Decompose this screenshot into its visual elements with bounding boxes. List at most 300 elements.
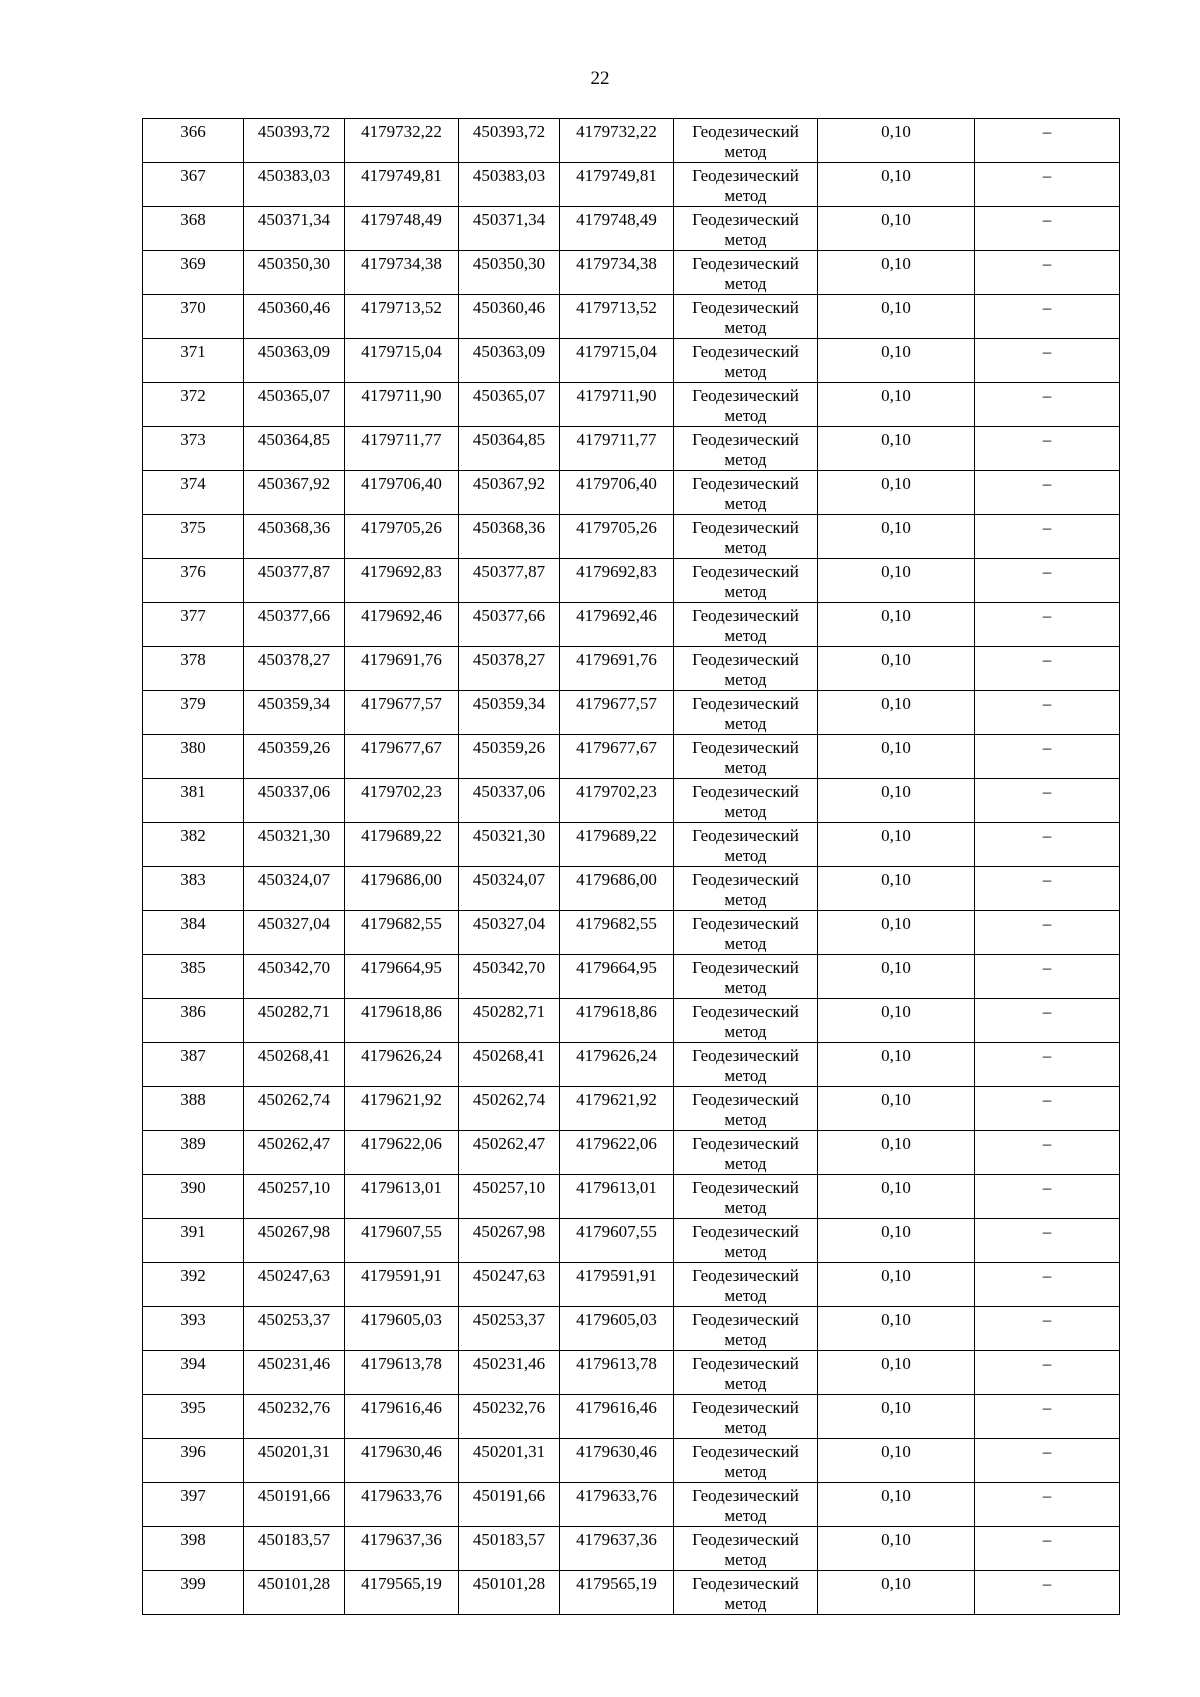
y-new-cell: 4179677,57 <box>560 691 674 735</box>
method-cell: Геодезический метод <box>674 779 818 823</box>
x-existing-cell: 450321,30 <box>244 823 345 867</box>
y-existing-cell: 4179706,40 <box>345 471 459 515</box>
point-number-cell: 381 <box>143 779 244 823</box>
point-number-cell: 399 <box>143 1571 244 1615</box>
x-new-cell: 450363,09 <box>459 339 560 383</box>
point-number-cell: 372 <box>143 383 244 427</box>
point-number-cell: 377 <box>143 603 244 647</box>
x-existing-cell: 450359,26 <box>244 735 345 779</box>
method-cell: Геодезический метод <box>674 471 818 515</box>
note-cell: – <box>975 735 1120 779</box>
y-new-cell: 4179633,76 <box>560 1483 674 1527</box>
x-new-cell: 450231,46 <box>459 1351 560 1395</box>
y-existing-cell: 4179686,00 <box>345 867 459 911</box>
table-row <box>143 911 1120 955</box>
note-cell: – <box>975 867 1120 911</box>
y-new-cell: 4179711,77 <box>560 427 674 471</box>
note-cell: – <box>975 1395 1120 1439</box>
table-row <box>143 735 1120 779</box>
x-existing-cell: 450257,10 <box>244 1175 345 1219</box>
accuracy-cell: 0,10 <box>818 1175 975 1219</box>
point-number-cell: 378 <box>143 647 244 691</box>
x-existing-cell: 450253,37 <box>244 1307 345 1351</box>
method-cell: Геодезический метод <box>674 823 818 867</box>
x-new-cell: 450191,66 <box>459 1483 560 1527</box>
method-cell: Геодезический метод <box>674 383 818 427</box>
x-new-cell: 450378,27 <box>459 647 560 691</box>
y-existing-cell: 4179622,06 <box>345 1131 459 1175</box>
point-number-cell: 368 <box>143 207 244 251</box>
point-number-cell: 376 <box>143 559 244 603</box>
method-cell: Геодезический метод <box>674 559 818 603</box>
table-row <box>143 1307 1120 1351</box>
method-cell: Геодезический метод <box>674 867 818 911</box>
point-number-cell: 375 <box>143 515 244 559</box>
accuracy-cell: 0,10 <box>818 867 975 911</box>
y-new-cell: 4179637,36 <box>560 1527 674 1571</box>
point-number-cell: 380 <box>143 735 244 779</box>
method-cell: Геодезический метод <box>674 339 818 383</box>
x-new-cell: 450247,63 <box>459 1263 560 1307</box>
x-existing-cell: 450393,72 <box>244 119 345 163</box>
note-cell: – <box>975 207 1120 251</box>
table-row <box>143 339 1120 383</box>
accuracy-cell: 0,10 <box>818 823 975 867</box>
method-cell: Геодезический метод <box>674 207 818 251</box>
accuracy-cell: 0,10 <box>818 955 975 999</box>
note-cell: – <box>975 955 1120 999</box>
table-row <box>143 251 1120 295</box>
y-new-cell: 4179622,06 <box>560 1131 674 1175</box>
y-new-cell: 4179607,55 <box>560 1219 674 1263</box>
x-new-cell: 450342,70 <box>459 955 560 999</box>
x-new-cell: 450377,87 <box>459 559 560 603</box>
table-row <box>143 1219 1120 1263</box>
y-existing-cell: 4179749,81 <box>345 163 459 207</box>
x-new-cell: 450262,47 <box>459 1131 560 1175</box>
x-existing-cell: 450365,07 <box>244 383 345 427</box>
x-existing-cell: 450360,46 <box>244 295 345 339</box>
coordinates-table-body <box>143 119 1120 1615</box>
accuracy-cell: 0,10 <box>818 1043 975 1087</box>
point-number-cell: 385 <box>143 955 244 999</box>
accuracy-cell: 0,10 <box>818 1351 975 1395</box>
note-cell: – <box>975 1483 1120 1527</box>
table-row <box>143 1087 1120 1131</box>
accuracy-cell: 0,10 <box>818 559 975 603</box>
page-number: 22 <box>590 68 610 89</box>
table-row <box>143 1131 1120 1175</box>
point-number-cell: 384 <box>143 911 244 955</box>
note-cell: – <box>975 1219 1120 1263</box>
table-row <box>143 1527 1120 1571</box>
point-number-cell: 391 <box>143 1219 244 1263</box>
y-new-cell: 4179677,67 <box>560 735 674 779</box>
accuracy-cell: 0,10 <box>818 1087 975 1131</box>
table-row <box>143 383 1120 427</box>
y-new-cell: 4179626,24 <box>560 1043 674 1087</box>
x-existing-cell: 450327,04 <box>244 911 345 955</box>
point-number-cell: 374 <box>143 471 244 515</box>
point-number-cell: 369 <box>143 251 244 295</box>
y-new-cell: 4179618,86 <box>560 999 674 1043</box>
x-new-cell: 450360,46 <box>459 295 560 339</box>
point-number-cell: 387 <box>143 1043 244 1087</box>
accuracy-cell: 0,10 <box>818 163 975 207</box>
y-existing-cell: 4179616,46 <box>345 1395 459 1439</box>
x-new-cell: 450201,31 <box>459 1439 560 1483</box>
x-existing-cell: 450231,46 <box>244 1351 345 1395</box>
x-existing-cell: 450183,57 <box>244 1527 345 1571</box>
table-row <box>143 1043 1120 1087</box>
x-existing-cell: 450262,74 <box>244 1087 345 1131</box>
table-row <box>143 1395 1120 1439</box>
y-new-cell: 4179682,55 <box>560 911 674 955</box>
table-row <box>143 1483 1120 1527</box>
point-number-cell: 392 <box>143 1263 244 1307</box>
y-new-cell: 4179691,76 <box>560 647 674 691</box>
note-cell: – <box>975 251 1120 295</box>
y-new-cell: 4179605,03 <box>560 1307 674 1351</box>
y-new-cell: 4179692,83 <box>560 559 674 603</box>
y-existing-cell: 4179734,38 <box>345 251 459 295</box>
table-row <box>143 559 1120 603</box>
table-row <box>143 427 1120 471</box>
accuracy-cell: 0,10 <box>818 1263 975 1307</box>
accuracy-cell: 0,10 <box>818 1527 975 1571</box>
y-existing-cell: 4179591,91 <box>345 1263 459 1307</box>
x-existing-cell: 450337,06 <box>244 779 345 823</box>
method-cell: Геодезический метод <box>674 955 818 999</box>
x-existing-cell: 450377,87 <box>244 559 345 603</box>
method-cell: Геодезический метод <box>674 1395 818 1439</box>
point-number-cell: 388 <box>143 1087 244 1131</box>
x-existing-cell: 450282,71 <box>244 999 345 1043</box>
y-new-cell: 4179705,26 <box>560 515 674 559</box>
point-number-cell: 386 <box>143 999 244 1043</box>
x-new-cell: 450321,30 <box>459 823 560 867</box>
y-existing-cell: 4179613,78 <box>345 1351 459 1395</box>
accuracy-cell: 0,10 <box>818 471 975 515</box>
method-cell: Геодезический метод <box>674 251 818 295</box>
method-cell: Геодезический метод <box>674 1219 818 1263</box>
y-existing-cell: 4179711,90 <box>345 383 459 427</box>
x-new-cell: 450359,26 <box>459 735 560 779</box>
y-existing-cell: 4179705,26 <box>345 515 459 559</box>
x-existing-cell: 450367,92 <box>244 471 345 515</box>
point-number-cell: 379 <box>143 691 244 735</box>
method-cell: Геодезический метод <box>674 119 818 163</box>
y-existing-cell: 4179713,52 <box>345 295 459 339</box>
x-new-cell: 450232,76 <box>459 1395 560 1439</box>
accuracy-cell: 0,10 <box>818 1307 975 1351</box>
note-cell: – <box>975 779 1120 823</box>
x-new-cell: 450324,07 <box>459 867 560 911</box>
table-row <box>143 779 1120 823</box>
y-new-cell: 4179711,90 <box>560 383 674 427</box>
accuracy-cell: 0,10 <box>818 339 975 383</box>
y-new-cell: 4179621,92 <box>560 1087 674 1131</box>
y-new-cell: 4179732,22 <box>560 119 674 163</box>
y-existing-cell: 4179565,19 <box>345 1571 459 1615</box>
point-number-cell: 396 <box>143 1439 244 1483</box>
x-existing-cell: 450191,66 <box>244 1483 345 1527</box>
y-existing-cell: 4179677,67 <box>345 735 459 779</box>
method-cell: Геодезический метод <box>674 1307 818 1351</box>
note-cell: – <box>975 515 1120 559</box>
note-cell: – <box>975 427 1120 471</box>
y-new-cell: 4179689,22 <box>560 823 674 867</box>
note-cell: – <box>975 823 1120 867</box>
accuracy-cell: 0,10 <box>818 207 975 251</box>
y-new-cell: 4179591,91 <box>560 1263 674 1307</box>
y-existing-cell: 4179677,57 <box>345 691 459 735</box>
accuracy-cell: 0,10 <box>818 427 975 471</box>
accuracy-cell: 0,10 <box>818 295 975 339</box>
x-new-cell: 450253,37 <box>459 1307 560 1351</box>
table-row <box>143 471 1120 515</box>
accuracy-cell: 0,10 <box>818 1571 975 1615</box>
method-cell: Геодезический метод <box>674 1175 818 1219</box>
method-cell: Геодезический метод <box>674 1043 818 1087</box>
table-row <box>143 823 1120 867</box>
accuracy-cell: 0,10 <box>818 119 975 163</box>
x-existing-cell: 450262,47 <box>244 1131 345 1175</box>
note-cell: – <box>975 1131 1120 1175</box>
method-cell: Геодезический метод <box>674 427 818 471</box>
y-new-cell: 4179715,04 <box>560 339 674 383</box>
point-number-cell: 366 <box>143 119 244 163</box>
x-existing-cell: 450364,85 <box>244 427 345 471</box>
note-cell: – <box>975 119 1120 163</box>
y-existing-cell: 4179618,86 <box>345 999 459 1043</box>
method-cell: Геодезический метод <box>674 1087 818 1131</box>
note-cell: – <box>975 559 1120 603</box>
x-new-cell: 450268,41 <box>459 1043 560 1087</box>
x-existing-cell: 450383,03 <box>244 163 345 207</box>
y-new-cell: 4179713,52 <box>560 295 674 339</box>
method-cell: Геодезический метод <box>674 647 818 691</box>
point-number-cell: 367 <box>143 163 244 207</box>
accuracy-cell: 0,10 <box>818 911 975 955</box>
x-existing-cell: 450378,27 <box>244 647 345 691</box>
y-new-cell: 4179692,46 <box>560 603 674 647</box>
y-new-cell: 4179565,19 <box>560 1571 674 1615</box>
note-cell: – <box>975 471 1120 515</box>
y-new-cell: 4179630,46 <box>560 1439 674 1483</box>
y-existing-cell: 4179689,22 <box>345 823 459 867</box>
table-row <box>143 999 1120 1043</box>
method-cell: Геодезический метод <box>674 1571 818 1615</box>
method-cell: Геодезический метод <box>674 735 818 779</box>
method-cell: Геодезический метод <box>674 911 818 955</box>
note-cell: – <box>975 383 1120 427</box>
point-number-cell: 395 <box>143 1395 244 1439</box>
accuracy-cell: 0,10 <box>818 383 975 427</box>
y-existing-cell: 4179637,36 <box>345 1527 459 1571</box>
table-row <box>143 119 1120 163</box>
note-cell: – <box>975 339 1120 383</box>
x-new-cell: 450383,03 <box>459 163 560 207</box>
x-existing-cell: 450377,66 <box>244 603 345 647</box>
note-cell: – <box>975 911 1120 955</box>
x-new-cell: 450359,34 <box>459 691 560 735</box>
accuracy-cell: 0,10 <box>818 1219 975 1263</box>
note-cell: – <box>975 295 1120 339</box>
note-cell: – <box>975 163 1120 207</box>
note-cell: – <box>975 999 1120 1043</box>
x-existing-cell: 450363,09 <box>244 339 345 383</box>
x-new-cell: 450377,66 <box>459 603 560 647</box>
y-existing-cell: 4179626,24 <box>345 1043 459 1087</box>
point-number-cell: 370 <box>143 295 244 339</box>
table-row <box>143 1175 1120 1219</box>
y-existing-cell: 4179621,92 <box>345 1087 459 1131</box>
y-existing-cell: 4179748,49 <box>345 207 459 251</box>
x-new-cell: 450337,06 <box>459 779 560 823</box>
x-new-cell: 450267,98 <box>459 1219 560 1263</box>
x-existing-cell: 450371,34 <box>244 207 345 251</box>
point-number-cell: 383 <box>143 867 244 911</box>
table-row <box>143 295 1120 339</box>
x-new-cell: 450367,92 <box>459 471 560 515</box>
x-existing-cell: 450247,63 <box>244 1263 345 1307</box>
y-existing-cell: 4179630,46 <box>345 1439 459 1483</box>
table-row <box>143 207 1120 251</box>
table-row <box>143 647 1120 691</box>
y-new-cell: 4179616,46 <box>560 1395 674 1439</box>
x-new-cell: 450393,72 <box>459 119 560 163</box>
table-row <box>143 163 1120 207</box>
x-new-cell: 450183,57 <box>459 1527 560 1571</box>
method-cell: Геодезический метод <box>674 691 818 735</box>
x-existing-cell: 450201,31 <box>244 1439 345 1483</box>
table-row <box>143 1263 1120 1307</box>
coordinates-table <box>142 118 1120 1615</box>
x-existing-cell: 450101,28 <box>244 1571 345 1615</box>
y-existing-cell: 4179613,01 <box>345 1175 459 1219</box>
x-existing-cell: 450350,30 <box>244 251 345 295</box>
method-cell: Геодезический метод <box>674 1263 818 1307</box>
accuracy-cell: 0,10 <box>818 779 975 823</box>
method-cell: Геодезический метод <box>674 1527 818 1571</box>
y-existing-cell: 4179702,23 <box>345 779 459 823</box>
y-new-cell: 4179664,95 <box>560 955 674 999</box>
point-number-cell: 393 <box>143 1307 244 1351</box>
table-row <box>143 1351 1120 1395</box>
x-existing-cell: 450267,98 <box>244 1219 345 1263</box>
y-existing-cell: 4179692,83 <box>345 559 459 603</box>
table-row <box>143 1571 1120 1615</box>
note-cell: – <box>975 1351 1120 1395</box>
accuracy-cell: 0,10 <box>818 1131 975 1175</box>
table-row <box>143 867 1120 911</box>
note-cell: – <box>975 1527 1120 1571</box>
note-cell: – <box>975 1571 1120 1615</box>
point-number-cell: 394 <box>143 1351 244 1395</box>
note-cell: – <box>975 1175 1120 1219</box>
table-row <box>143 955 1120 999</box>
note-cell: – <box>975 1087 1120 1131</box>
accuracy-cell: 0,10 <box>818 251 975 295</box>
x-new-cell: 450371,34 <box>459 207 560 251</box>
table-row <box>143 691 1120 735</box>
x-new-cell: 450350,30 <box>459 251 560 295</box>
y-new-cell: 4179686,00 <box>560 867 674 911</box>
note-cell: – <box>975 1043 1120 1087</box>
y-existing-cell: 4179605,03 <box>345 1307 459 1351</box>
x-existing-cell: 450342,70 <box>244 955 345 999</box>
note-cell: – <box>975 691 1120 735</box>
x-new-cell: 450262,74 <box>459 1087 560 1131</box>
y-existing-cell: 4179607,55 <box>345 1219 459 1263</box>
y-new-cell: 4179613,78 <box>560 1351 674 1395</box>
point-number-cell: 389 <box>143 1131 244 1175</box>
note-cell: – <box>975 1263 1120 1307</box>
x-existing-cell: 450232,76 <box>244 1395 345 1439</box>
method-cell: Геодезический метод <box>674 999 818 1043</box>
x-new-cell: 450101,28 <box>459 1571 560 1615</box>
table-row <box>143 603 1120 647</box>
x-new-cell: 450282,71 <box>459 999 560 1043</box>
x-existing-cell: 450359,34 <box>244 691 345 735</box>
y-existing-cell: 4179715,04 <box>345 339 459 383</box>
method-cell: Геодезический метод <box>674 603 818 647</box>
y-existing-cell: 4179664,95 <box>345 955 459 999</box>
note-cell: – <box>975 603 1120 647</box>
y-existing-cell: 4179633,76 <box>345 1483 459 1527</box>
x-new-cell: 450368,36 <box>459 515 560 559</box>
x-new-cell: 450327,04 <box>459 911 560 955</box>
y-new-cell: 4179706,40 <box>560 471 674 515</box>
accuracy-cell: 0,10 <box>818 1483 975 1527</box>
table-row <box>143 515 1120 559</box>
accuracy-cell: 0,10 <box>818 999 975 1043</box>
method-cell: Геодезический метод <box>674 1131 818 1175</box>
point-number-cell: 398 <box>143 1527 244 1571</box>
point-number-cell: 397 <box>143 1483 244 1527</box>
y-existing-cell: 4179691,76 <box>345 647 459 691</box>
point-number-cell: 373 <box>143 427 244 471</box>
x-existing-cell: 450368,36 <box>244 515 345 559</box>
accuracy-cell: 0,10 <box>818 603 975 647</box>
y-new-cell: 4179702,23 <box>560 779 674 823</box>
accuracy-cell: 0,10 <box>818 691 975 735</box>
x-existing-cell: 450268,41 <box>244 1043 345 1087</box>
method-cell: Геодезический метод <box>674 1439 818 1483</box>
note-cell: – <box>975 647 1120 691</box>
x-new-cell: 450257,10 <box>459 1175 560 1219</box>
y-existing-cell: 4179711,77 <box>345 427 459 471</box>
point-number-cell: 371 <box>143 339 244 383</box>
note-cell: – <box>975 1439 1120 1483</box>
accuracy-cell: 0,10 <box>818 735 975 779</box>
method-cell: Геодезический метод <box>674 1351 818 1395</box>
y-new-cell: 4179734,38 <box>560 251 674 295</box>
accuracy-cell: 0,10 <box>818 1395 975 1439</box>
y-new-cell: 4179749,81 <box>560 163 674 207</box>
method-cell: Геодезический метод <box>674 515 818 559</box>
point-number-cell: 390 <box>143 1175 244 1219</box>
y-existing-cell: 4179692,46 <box>345 603 459 647</box>
accuracy-cell: 0,10 <box>818 647 975 691</box>
y-new-cell: 4179613,01 <box>560 1175 674 1219</box>
y-new-cell: 4179748,49 <box>560 207 674 251</box>
y-existing-cell: 4179732,22 <box>345 119 459 163</box>
x-new-cell: 450365,07 <box>459 383 560 427</box>
method-cell: Геодезический метод <box>674 163 818 207</box>
method-cell: Геодезический метод <box>674 1483 818 1527</box>
